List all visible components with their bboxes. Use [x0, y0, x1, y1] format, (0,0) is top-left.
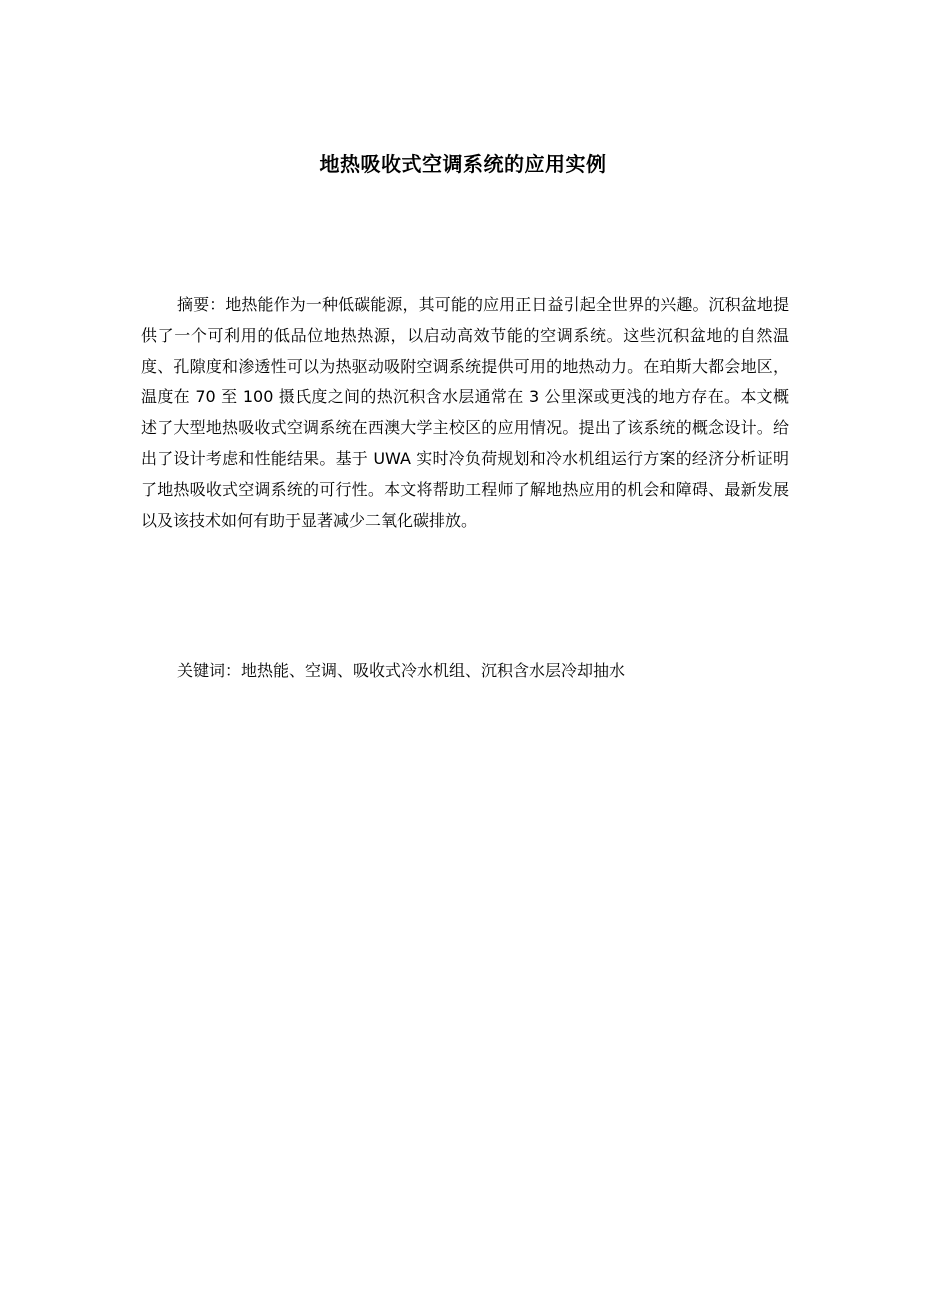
- abstract-paragraph: 摘要：地热能作为一种低碳能源，其可能的应用正日益引起全世界的兴趣。沉积盆地提供了一个可利用的低品位地热热源，以启动高效节能的空调系统。这些沉积盆地的自然温度、孔隙度和渗透性可以为热驱动吸附空调系统提供可用的地热动力。在珀斯大都会地区，温度在 70 至 100 摄氏度之间的热沉积含水层通常在 3 公里深或更浅的地方存在。本文概述了大型地热吸收式空调系统在西澳大学主校区的应用情况。提出了该系统的概念设计。给出了设计考虑和性能结果。基于 UWA 实时冷负荷规划和冷水机组运行方案的经济分析证明了地热吸收式空调系统的可行性。本文将帮助工程师了解地热应用的机会和障碍、最新发展以及该技术如何有助于显著减少二氧化碳排放。: [141, 295, 789, 530]
- keywords-line: 关键词：地热能、空调、吸收式冷水机组、沉积含水层冷却抽水: [177, 661, 626, 680]
- document-title: 地热吸收式空调系统的应用实例: [319, 152, 607, 176]
